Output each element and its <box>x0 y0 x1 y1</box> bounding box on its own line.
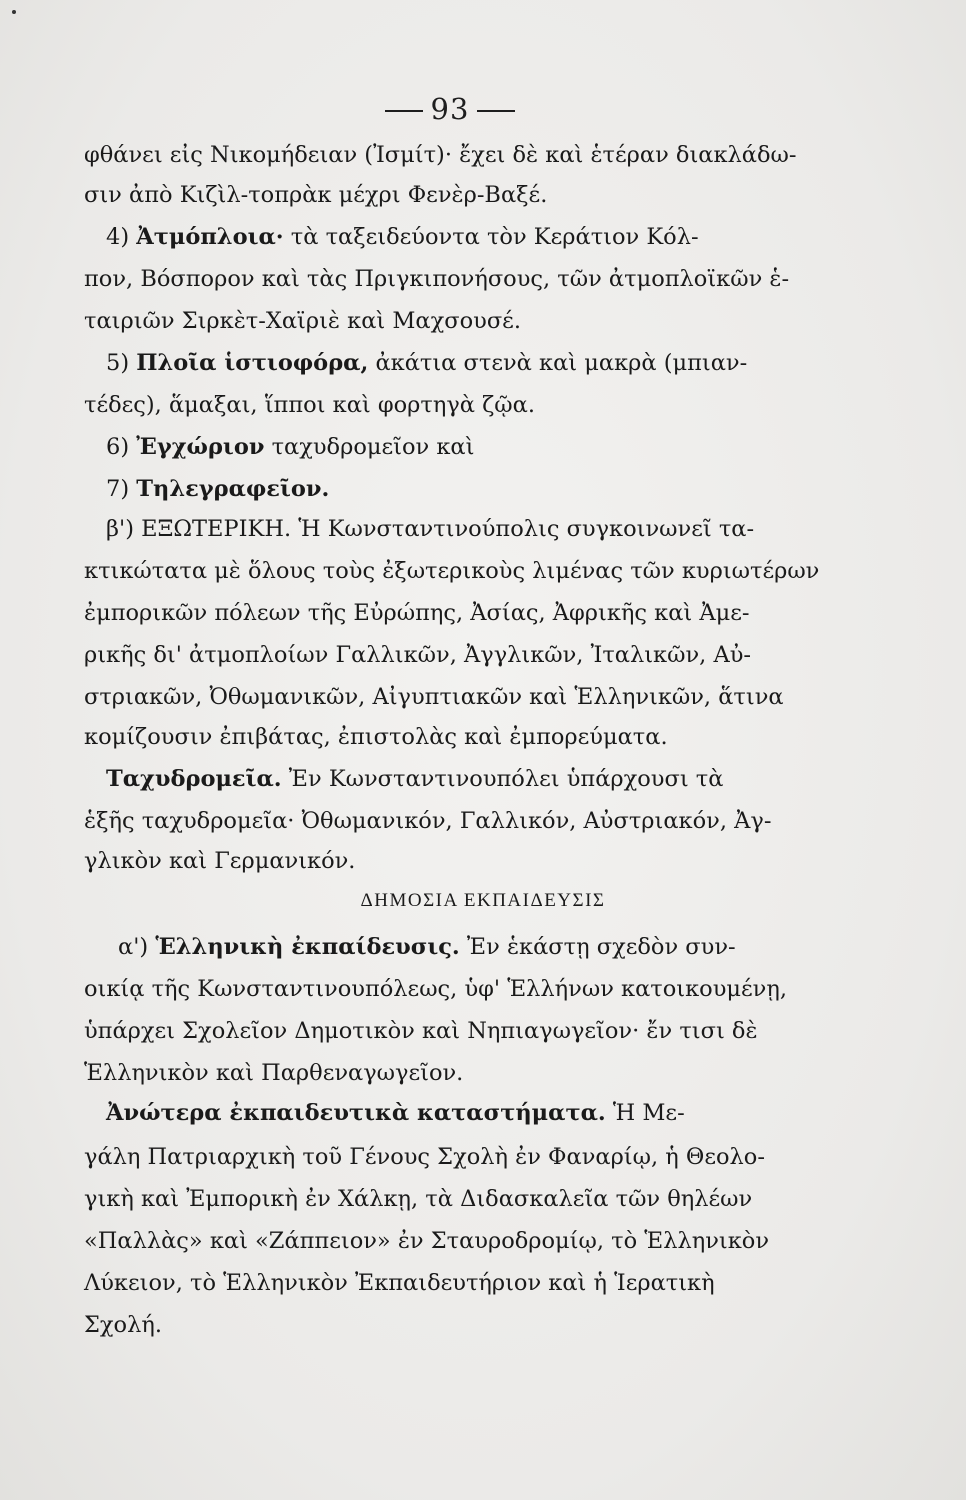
text-line: πον, Βόσπορον καὶ τὰς Πριγκιπονήσους, τῶν ἀτμοπλοϊκῶν ἑ- <box>84 266 790 292</box>
text-line: «Παλλὰς» καὶ «Ζάππειον» ἐν Σταυροδρομίῳ, τὸ Ἑλληνικὸν <box>84 1228 770 1254</box>
text-line: Σχολή. <box>84 1312 162 1338</box>
text-line: 5) Πλοῖα ἱστιοφόρα, ἀκάτια στενὰ καὶ μακρὰ (μπιαν- <box>106 350 748 376</box>
text-line: α') Ἑλληνικὴ ἐκπαίδευσις. Ἐν ἑκάστῃ σχεδὸν συν- <box>118 934 736 960</box>
text-line: φθάνει εἰς Νικομήδειαν (Ἰσμίτ)· ἔχει δὲ καὶ ἑτέραν διακλάδω- <box>84 142 797 168</box>
text-line: ὑπάρχει Σχολεῖον Δημοτικὸν καὶ Νηπιαγωγεῖον· ἔν τισι δὲ <box>84 1018 758 1044</box>
dash-right <box>477 110 515 112</box>
text-line: Ἀνώτερα ἐκπαιδευτικὰ καταστήματα. Ἡ Με- <box>106 1100 685 1126</box>
text-line: Λύκειον, τὸ Ἑλληνικὸν Ἐκπαιδευτήριον καὶ ἡ Ἱερατικὴ <box>84 1270 715 1296</box>
text-line: κτικώτατα μὲ ὅλους τοὺς ἐξωτερικοὺς λιμένας τῶν κυριωτέρων <box>84 558 820 584</box>
text-line: κομίζουσιν ἐπιβάτας, ἐπιστολὰς καὶ ἐμπορεύματα. <box>84 724 668 750</box>
text-line: γλικὸν καὶ Γερμανικόν. <box>84 848 356 874</box>
text-line: στριακῶν, Ὀθωμανικῶν, Αἰγυπτιακῶν καὶ Ἑλληνικῶν, ἅτινα <box>84 684 784 710</box>
text-line: ἑξῆς ταχυδρομεῖα· Ὀθωμανικόν, Γαλλικόν, Αὐστριακόν, Ἀγ- <box>84 808 772 834</box>
text-line: Ἑλληνικὸν καὶ Παρθεναγωγεῖον. <box>84 1060 464 1086</box>
text-line: 4) Ἀτμόπλοια· τὰ ταξειδεύοντα τὸν Κεράτιον Κόλ- <box>106 224 699 250</box>
text-line: 7) Τηλεγραφεῖον. <box>106 476 330 502</box>
text-line: τέδες), ἅμαξαι, ἵπποι καὶ φορτηγὰ ζῷα. <box>84 392 535 418</box>
text-line: οικίᾳ τῆς Κωνσταντινουπόλεως, ὑφ' Ἑλλήνων κατοικουμένῃ, <box>84 976 787 1002</box>
text-line: σιν ἀπὸ Κιζὶλ-τοπρὰκ μέχρι Φενὲρ-Βαξέ. <box>84 182 548 208</box>
text-line: ρικῆς δι' ἀτμοπλοίων Γαλλικῶν, Ἀγγλικῶν, Ἰταλικῶν, Αὐ- <box>84 642 751 668</box>
text-line: 6) Ἐγχώριον ταχυδρομεῖον καὶ <box>106 434 475 460</box>
text-line: Ταχυδρομεῖα. Ἐν Κωνσταντινουπόλει ὑπάρχουσι τὰ <box>106 766 724 792</box>
speck <box>12 10 16 14</box>
text-line: γικὴ καὶ Ἐμπορικὴ ἐν Χάλκῃ, τὰ Διδασκαλεῖα τῶν θηλέων <box>84 1186 753 1212</box>
section-heading: ΔΗΜΟΣΙΑ ΕΚΠΑΙΔΕΥΣΙΣ <box>360 890 606 911</box>
page-number <box>0 92 900 126</box>
text-line: γάλη Πατριαρχικὴ τοῦ Γένους Σχολὴ ἐν Φαναρίῳ, ἡ Θεολο- <box>84 1144 765 1170</box>
text-line: ταιριῶν Σιρκὲτ-Χαϊριὲ καὶ Μαχσουσέ. <box>84 308 521 334</box>
text-line: ἐμπορικῶν πόλεων τῆς Εὐρώπης, Ἀσίας, Ἀφρικῆς καὶ Ἀμε- <box>84 600 750 626</box>
dash-left <box>385 110 423 112</box>
page-number-text: 93 <box>430 92 470 126</box>
text-line: β') ΕΞΩΤΕΡΙΚΗ. Ἡ Κωνσταντινούπολις συγκοινωνεῖ τα- <box>106 516 755 542</box>
